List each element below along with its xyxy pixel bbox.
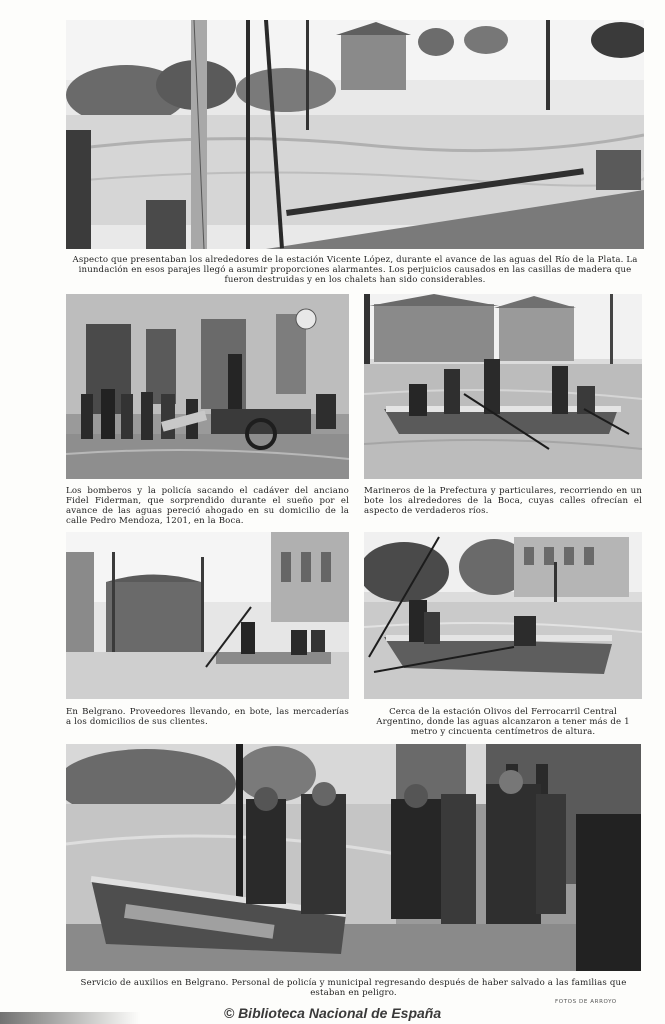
photo-belgrano-proveedores [66,532,349,699]
caption-marineros: Marineros de la Prefectura y particulares, recorriendo en un bote los alrededores de la Boca, cuyas calles ofrecían el aspecto de verdaderos ríos. [364,486,642,516]
photo-bomberos-boca [66,294,349,479]
photo-marineros-bote [364,294,642,479]
caption-estacion-olivos: Cerca de la estación Olivos del Ferrocarril Central Argentino, donde las aguas alcanzaron a tener más de 1 metro y cincuenta centímetros de altura. [376,707,630,737]
photo-estacion-olivos [364,532,642,699]
photo-servicio-auxilios [66,744,641,971]
caption-belgrano-proveedores: En Belgrano. Proveedores llevando, en bote, las mercaderías a los domicilios de sus clientes. [66,707,349,727]
caption-bomberos: Los bomberos y la policía sacando el cadáver del anciano Fidel Fiderman, que sorprendido durante el sueño por el avance de las aguas pereció ahogado en su domicilio de la calle Pedro Mendoza, 1201, en la Boca. [66,486,349,526]
library-watermark: © Biblioteca Nacional de España [223,1005,442,1021]
photo-vicente-lopez-flood [66,20,644,249]
photo-credit: FOTOS DE ARROYO [555,999,617,1005]
caption-vicente-lopez: Aspecto que presentaban los alrededores de la estación Vicente López, durante el avance de las aguas del Río de la Plata. La inundación en esos parajes llegó a asumir proporciones alarmantes. Los perjuicios causados en las casillas de madera que fueron destruidas y en los chalets han sido considerables. [72,255,638,285]
caption-servicio-auxilios: Servicio de auxilios en Belgrano. Personal de policía y municipal regresando después de haber salvado a las familias que estaban en peligro. [80,978,627,998]
